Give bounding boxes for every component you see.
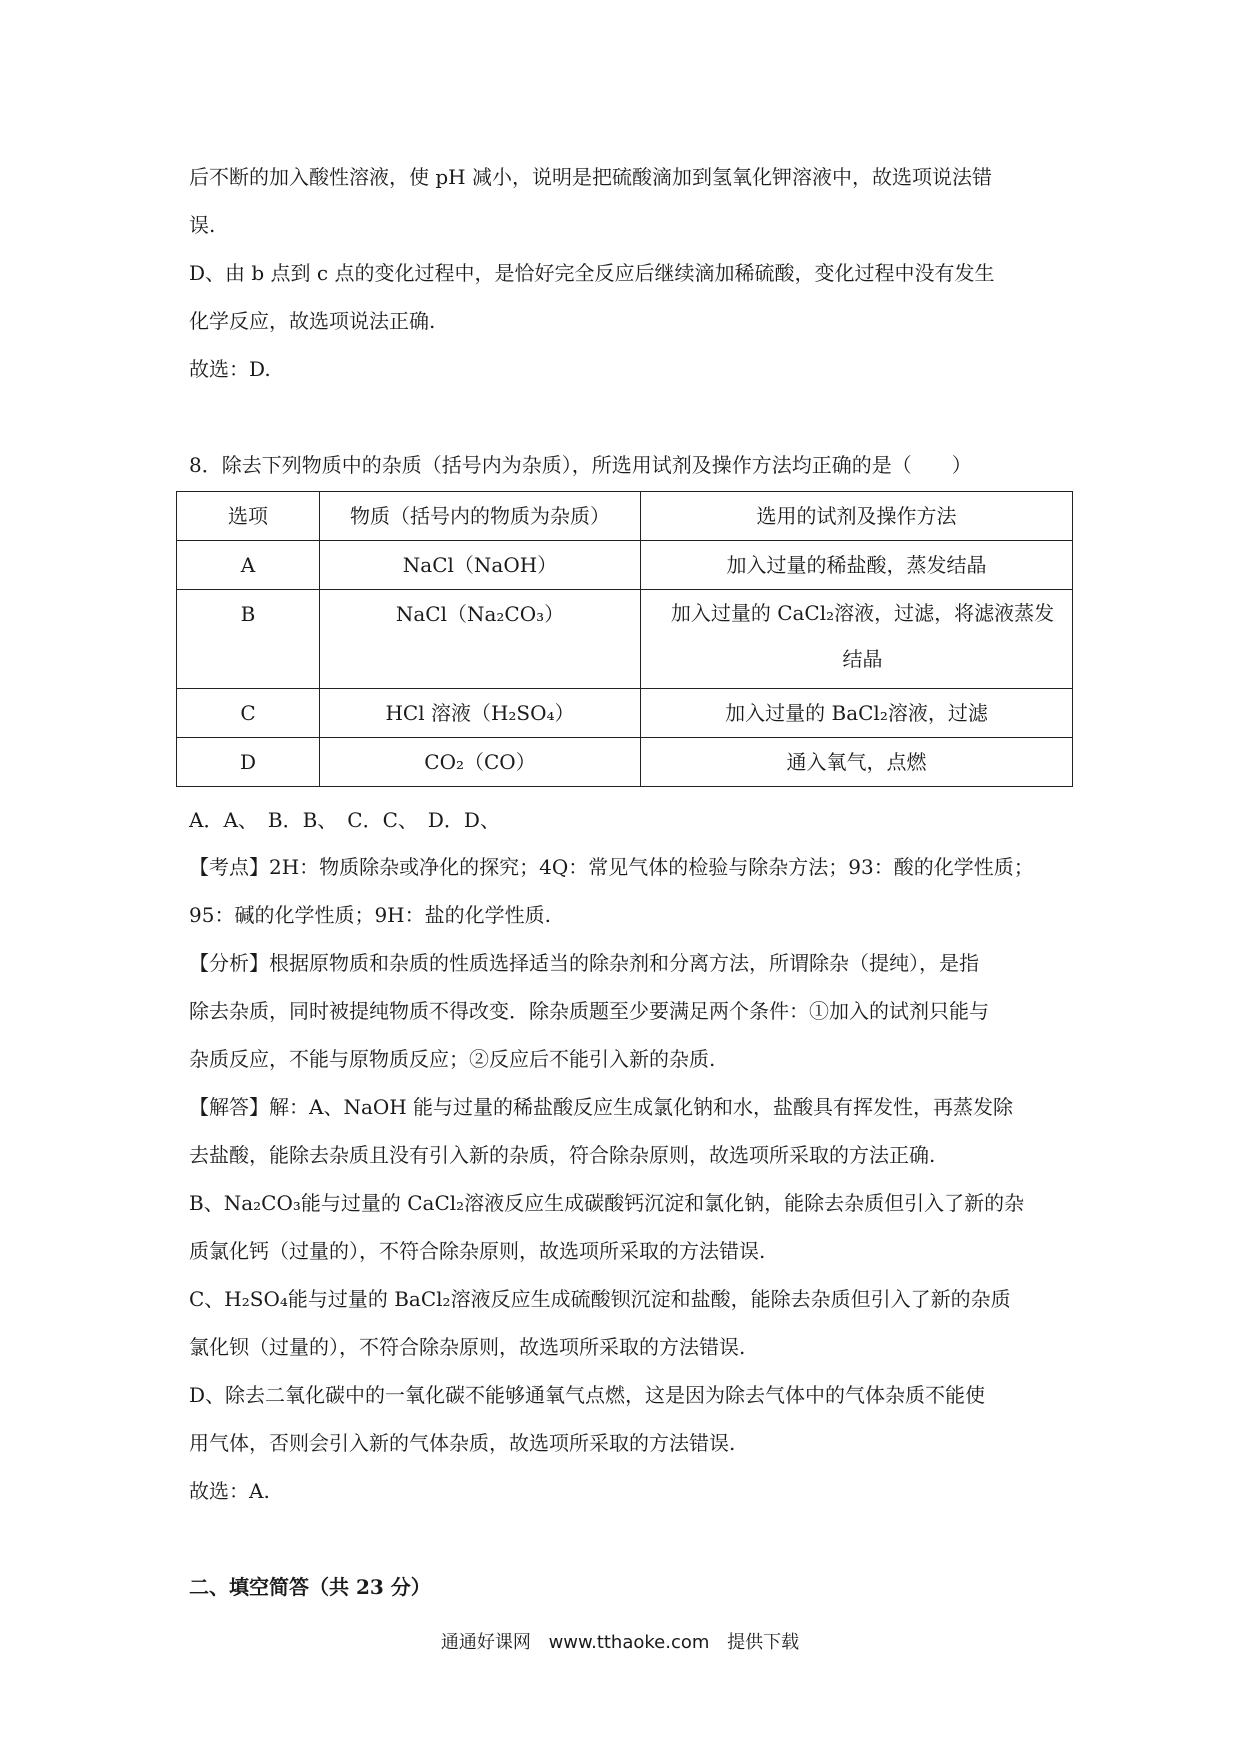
jieda-line-5: C、H₂SO₄能与过量的 BaCl₂溶液反应生成硫酸钡沉淀和盐酸，能除去杂质但引入了新的杂质	[189, 1287, 1011, 1311]
kaodian-line-1: 【考点】2H：物质除杂或净化的探究；4Q：常见气体的检验与除杂方法；93：酸的化学性质；	[189, 855, 1034, 879]
table-cell: A	[177, 541, 320, 590]
table-row	[177, 689, 1073, 738]
options-table	[176, 491, 1073, 787]
fenxi-line-2: 除去杂质，同时被提纯物质不得改变．除杂质题至少要满足两个条件：①加入的试剂只能与	[189, 999, 989, 1023]
jieda-line-1: 【解答】解：A、NaOH 能与过量的稀盐酸反应生成氯化钠和水，盐酸具有挥发性，再蒸发除	[189, 1095, 1014, 1119]
table-row	[177, 590, 1073, 689]
footer-suffix: 提供下载	[727, 1632, 800, 1653]
footer-site-name: 通通好课网	[440, 1632, 531, 1653]
table-header-row	[177, 492, 1073, 541]
jieda-line-4: 质氯化钙（过量的），不符合除杂原则，故选项所采取的方法错误.	[189, 1239, 766, 1263]
prev-answer-line-2: 误.	[189, 213, 216, 237]
jieda-line-2: 去盐酸，能除去杂质且没有引入新的杂质，符合除杂原则，故选项所采取的方法正确.	[189, 1143, 936, 1167]
question-stem: 8．除去下列物质中的杂质（括号内为杂质），所选用试剂及操作方法均正确的是（ ）	[189, 453, 972, 477]
table-cell: 通入氧气，点燃	[641, 738, 1073, 787]
table-cell: B	[177, 590, 320, 689]
table-cell: 加入过量的 BaCl₂溶液，过滤	[641, 689, 1073, 738]
final-answer: 故选：A.	[189, 1479, 270, 1503]
jieda-line-8: 用气体，否则会引入新的气体杂质，故选项所采取的方法错误.	[189, 1431, 736, 1455]
footer	[0, 1628, 1240, 1654]
footer-url: www.tthaoke.com	[548, 1632, 710, 1653]
kaodian-line-2: 95：碱的化学性质；9H：盐的化学性质.	[189, 903, 551, 927]
table-row	[177, 738, 1073, 787]
table-cell: NaCl（Na₂CO₃）	[320, 590, 641, 689]
table-header-cell: 选用的试剂及操作方法	[641, 492, 1073, 541]
table-cell: C	[177, 689, 320, 738]
jieda-line-6: 氯化钡（过量的），不符合除杂原则，故选项所采取的方法错误.	[189, 1335, 746, 1359]
prev-answer-line-1: 后不断的加入酸性溶液，使 pH 减小，说明是把硫酸滴加到氢氧化钾溶液中，故选项说法错	[189, 165, 992, 189]
prev-answer-conclusion: 故选：D.	[189, 357, 271, 381]
table-cell: 加入过量的稀盐酸，蒸发结晶	[641, 541, 1073, 590]
table-cell: 加入过量的 CaCl₂溶液，过滤，将滤液蒸发结晶	[641, 590, 1073, 689]
table-cell: CO₂（CO）	[320, 738, 641, 787]
answer-options: A．A、 B．B、 C．C、 D．D、	[189, 808, 500, 832]
prev-answer-line-3: D、由 b 点到 c 点的变化过程中，是恰好完全反应后继续滴加稀硫酸，变化过程中没有发生	[189, 261, 995, 285]
prev-answer-line-4: 化学反应，故选项说法正确.	[189, 309, 436, 333]
fenxi-line-3: 杂质反应，不能与原物质反应；②反应后不能引入新的杂质.	[189, 1047, 716, 1071]
table-cell: D	[177, 738, 320, 787]
table-cell: NaCl（NaOH）	[320, 541, 641, 590]
jieda-line-3: B、Na₂CO₃能与过量的 CaCl₂溶液反应生成碳酸钙沉淀和氯化钠，能除去杂质但引入了新的杂	[189, 1191, 1025, 1215]
fenxi-line-1: 【分析】根据原物质和杂质的性质选择适当的除杂剂和分离方法，所谓除杂（提纯），是指	[189, 951, 979, 975]
table-cell: HCl 溶液（H₂SO₄）	[320, 689, 641, 738]
table-header-cell: 选项	[177, 492, 320, 541]
table-header-cell: 物质（括号内的物质为杂质）	[320, 492, 641, 541]
section-heading: 二、填空简答（共 23 分）	[189, 1575, 431, 1599]
jieda-line-7: D、除去二氧化碳中的一氧化碳不能够通氧气点燃，这是因为除去气体中的气体杂质不能使	[189, 1383, 986, 1407]
table-row	[177, 541, 1073, 590]
